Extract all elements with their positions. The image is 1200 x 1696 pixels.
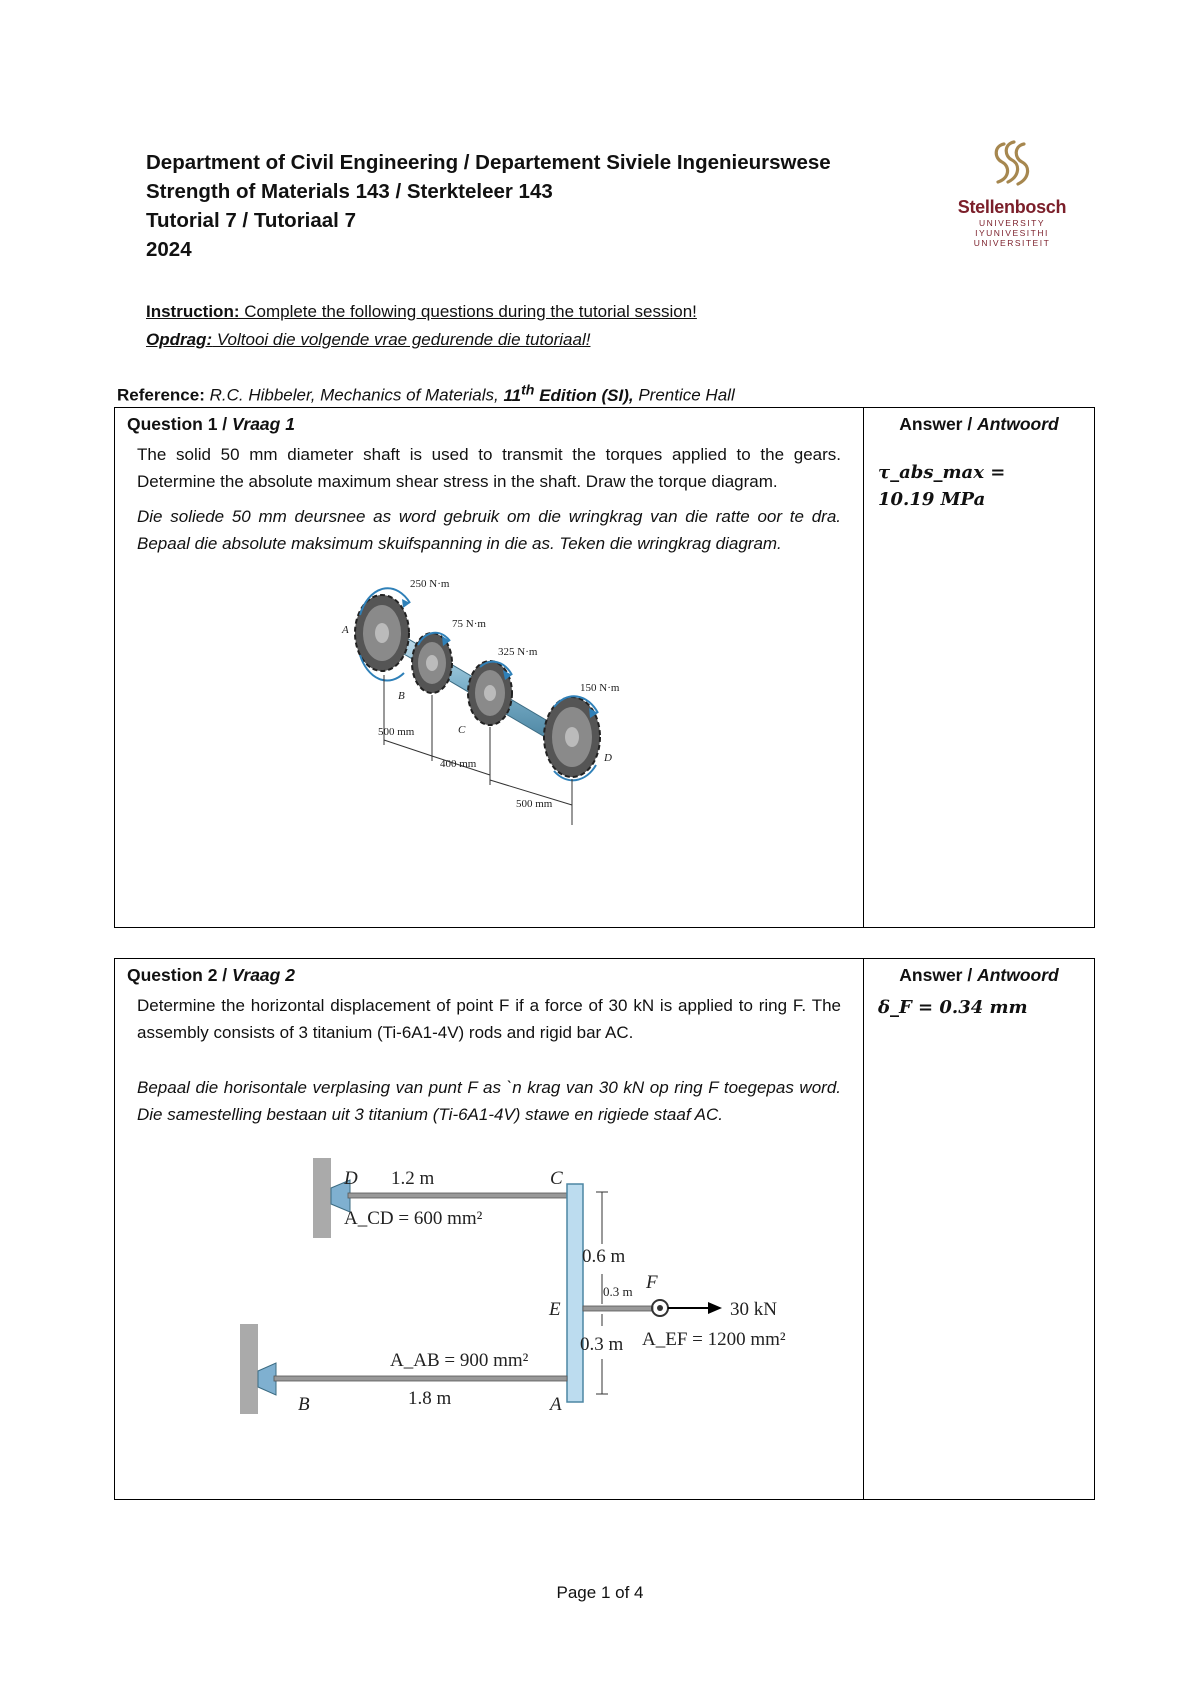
- answer-2-cell: [864, 959, 1095, 1500]
- department-line: Department of Civil Engineering / Departement Siviele Ingenieurswese: [146, 151, 831, 174]
- torque-label-250: 250 N·m: [410, 578, 450, 590]
- wall-d: [313, 1158, 331, 1238]
- question-1-text-en: The solid 50 mm diameter shaft is used to transmit the torques applied to the gears. Determine the absolute maximum shear stress in the shaft. Draw the torque diagram.: [137, 445, 841, 491]
- answer-2-header: [864, 959, 1094, 986]
- dim-0-3-upper: 0.3 m: [603, 1284, 633, 1299]
- question-1-table: [114, 407, 1095, 928]
- question-2-table: [114, 958, 1095, 1500]
- opdrag-text: Voltooi die volgende vrae gedurende die tutoriaal!: [212, 330, 591, 349]
- rod-assembly-figure: [210, 1154, 810, 1424]
- dim-500-a: 500 mm: [378, 726, 415, 738]
- rod-ab: [274, 1376, 567, 1381]
- q2-title-af: Vraag 2: [232, 965, 295, 985]
- gear-label-c: C: [458, 724, 466, 736]
- q1-title-af: Vraag 1: [232, 414, 295, 434]
- question-1-text-af: Die soliede 50 mm deursnee as word gebruik om die wringkrag van die ratte oor te dra. Bepaal die absolute maksimum skuifspanning in die as. Teken die wringkrag diagram.: [137, 507, 841, 553]
- gear-d: [544, 697, 600, 777]
- rod-cd: [348, 1193, 568, 1198]
- document-header: [146, 148, 831, 264]
- answer-1-header: [864, 408, 1094, 435]
- dim-0-3-lower: 0.3 m: [580, 1334, 624, 1355]
- reference-publisher: Prentice Hall: [633, 385, 735, 405]
- dim-0-6: 0.6 m: [582, 1246, 626, 1267]
- university-logo: [952, 138, 1072, 248]
- answer-1-line1: τ_abs_max =: [878, 462, 1006, 483]
- gear-label-a: A: [342, 624, 349, 636]
- shaft-gears-figure: [340, 575, 640, 845]
- question-2-title: [115, 959, 863, 986]
- logo-sub-2: IYUNIVESITHI: [975, 228, 1049, 238]
- question-2-cell: [115, 959, 864, 1500]
- wall-b: [240, 1324, 258, 1414]
- crest-icon: [990, 138, 1034, 190]
- torque-label-150: 150 N·m: [580, 682, 620, 694]
- instruction-af: [146, 326, 697, 354]
- reference-text: R.C. Hibbeler, Mechanics of Materials,: [204, 385, 504, 405]
- instruction-label: Instruction:: [146, 302, 240, 321]
- logo-sub-1: UNIVERSITY: [978, 218, 1045, 228]
- area-ab: A_AB = 900 mm²: [390, 1350, 529, 1371]
- instructions: [146, 298, 697, 354]
- answer-2-header-af: Antwoord: [977, 965, 1059, 985]
- q2-title-en: Question 2 /: [127, 965, 233, 985]
- reference: [117, 382, 735, 406]
- gear-label-d: D: [604, 752, 612, 764]
- question-2-text-af: Bepaal die horisontale verplasing van punt F as `n krag van 30 kN op ring F toegepas word. Die samestelling bestaan uit 3 titanium (Ti-6A1-4V) stawe en rigiede staaf AC.: [137, 1078, 841, 1124]
- torque-label-75: 75 N·m: [452, 618, 486, 630]
- reference-edition-sup: th: [521, 382, 535, 398]
- tutorial-line: Tutorial 7 / Tutoriaal 7: [146, 209, 356, 232]
- instruction-text: Complete the following questions during the tutorial session!: [239, 302, 697, 321]
- rigid-bar-ac: [567, 1184, 583, 1402]
- dim-400: 400 mm: [440, 758, 477, 770]
- area-cd: A_CD = 600 mm²: [344, 1208, 483, 1229]
- label-d: D: [344, 1168, 358, 1189]
- question-1-cell: [115, 408, 864, 928]
- question-2-text-en: Determine the horizontal displacement of point F if a force of 30 kN is applied to ring F. The assembly consists of 3 titanium (Ti-6A1-4V) rods and rigid bar AC.: [137, 996, 841, 1042]
- question-1-title: [115, 408, 863, 435]
- reference-edition-rest: Edition (SI),: [534, 385, 634, 405]
- force-30kn: 30 kN: [730, 1299, 777, 1320]
- answer-2-header-en: Answer /: [899, 965, 978, 985]
- gear-c: [468, 661, 512, 725]
- label-c: C: [550, 1168, 563, 1189]
- answer-1-line2: 10.19 MPa: [878, 489, 986, 510]
- answer-1-cell: [864, 408, 1095, 928]
- q1-title-en: Question 1 /: [127, 414, 233, 434]
- opdrag-label: Opdrag:: [146, 330, 213, 349]
- rod-ef: [583, 1306, 653, 1311]
- answer-1-header-en: Answer /: [899, 414, 978, 434]
- area-ef: A_EF = 1200 mm²: [642, 1329, 786, 1350]
- dim-500-b: 500 mm: [516, 798, 553, 810]
- reference-edition: 11: [503, 385, 522, 405]
- answer-1-header-af: Antwoord: [977, 414, 1059, 434]
- reference-label: Reference:: [117, 385, 205, 405]
- torque-label-325: 325 N·m: [498, 646, 538, 658]
- gear-label-b: B: [398, 690, 405, 702]
- answer-2-value: δ_F = 0.34 mm: [878, 997, 1028, 1018]
- label-f: F: [646, 1272, 658, 1293]
- label-b: B: [298, 1394, 310, 1415]
- year-line: 2024: [146, 238, 192, 261]
- logo-sub-3: UNIVERSITEIT: [973, 238, 1051, 248]
- logo-name: Stellenbosch: [957, 197, 1067, 217]
- course-line: Strength of Materials 143 / Sterkteleer 143: [146, 180, 553, 203]
- label-e: E: [549, 1299, 561, 1320]
- instruction-en: [146, 298, 697, 326]
- length-cd: 1.2 m: [391, 1168, 435, 1189]
- length-ab: 1.8 m: [408, 1388, 452, 1409]
- label-a: A: [550, 1394, 562, 1415]
- page-number: Page 1 of 4: [556, 1583, 644, 1602]
